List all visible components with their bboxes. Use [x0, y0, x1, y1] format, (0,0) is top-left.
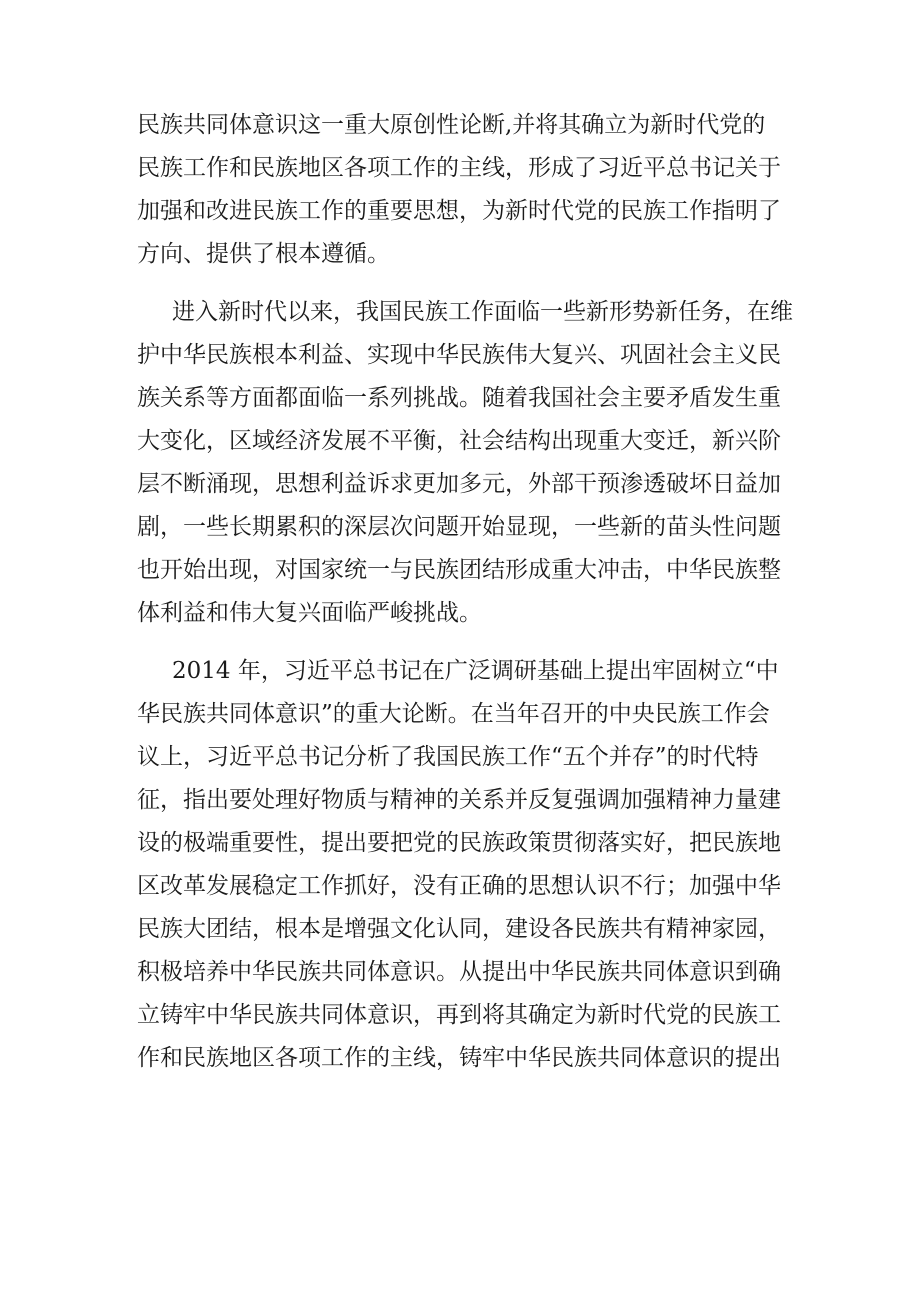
text-line: 层不断涌现，思想利益诉求更加多元，外部干预渗透破坏日益加	[137, 471, 781, 497]
text-line: 立铸牢中华民族共同体意识，再到将其确定为新时代党的民族工	[137, 1002, 781, 1028]
text-line: 民族工作和民族地区各项工作的主线，形成了习近平总书记关于	[137, 155, 781, 181]
text-line: 护中华民族根本利益、实现中华民族伟大复兴、巩固社会主义民	[137, 342, 781, 368]
text-line: 剧，一些长期累积的深层次问题开始显现，一些新的苗头性问题	[137, 514, 781, 540]
paragraph-3	[137, 650, 797, 1080]
text-line: 征，指出要处理好物质与精神的关系并反复强调加强精神力量建	[137, 787, 781, 813]
document-body	[137, 104, 797, 1080]
text-line: 作和民族地区各项工作的主线，铸牢中华民族共同体意识的提出	[137, 1045, 781, 1071]
text-line: 华民族共同体意识”的重大论断。在当年召开的中央民族工作会	[137, 701, 770, 727]
text-line: 族关系等方面都面临一系列挑战。随着我国社会主要矛盾发生重	[137, 385, 781, 411]
text-line: 设的极端重要性，提出要把党的民族政策贯彻落实好，把民族地	[137, 830, 781, 856]
text-line: 区改革发展稳定工作抓好，没有正确的思想认识不行；加强中华	[137, 873, 781, 899]
text-line: 议上，习近平总书记分析了我国民族工作“五个并存”的时代特	[137, 744, 759, 770]
text-line: 大变化，区域经济发展不平衡，社会结构出现重大变迁，新兴阶	[137, 428, 781, 454]
text-line: 加强和改进民族工作的重要思想，为新时代党的民族工作指明了	[137, 198, 781, 224]
text-line: 积极培养中华民族共同体意识。从提出中华民族共同体意识到确	[137, 959, 781, 985]
text-line: 进入新时代以来，我国民族工作面临一些新形势新任务，在维	[172, 299, 793, 325]
paragraph-2	[137, 291, 797, 635]
paragraph-1	[137, 104, 797, 276]
text-line: 民族共同体意识这一重大原创性论断,并将其确立为新时代党的	[137, 112, 766, 138]
text-line: 方向、提供了根本遵循。	[137, 241, 390, 267]
text-line: 体利益和伟大复兴面临严峻挑战。	[137, 600, 482, 626]
text-line: 也开始出现，对国家统一与民族团结形成重大冲击，中华民族整	[137, 557, 781, 583]
text-line: 民族大团结，根本是增强文化认同，建设各民族共有精神家园，	[137, 916, 781, 942]
text-line: 2014 年，习近平总书记在广泛调研基础上提出牢固树立“中	[172, 658, 779, 684]
